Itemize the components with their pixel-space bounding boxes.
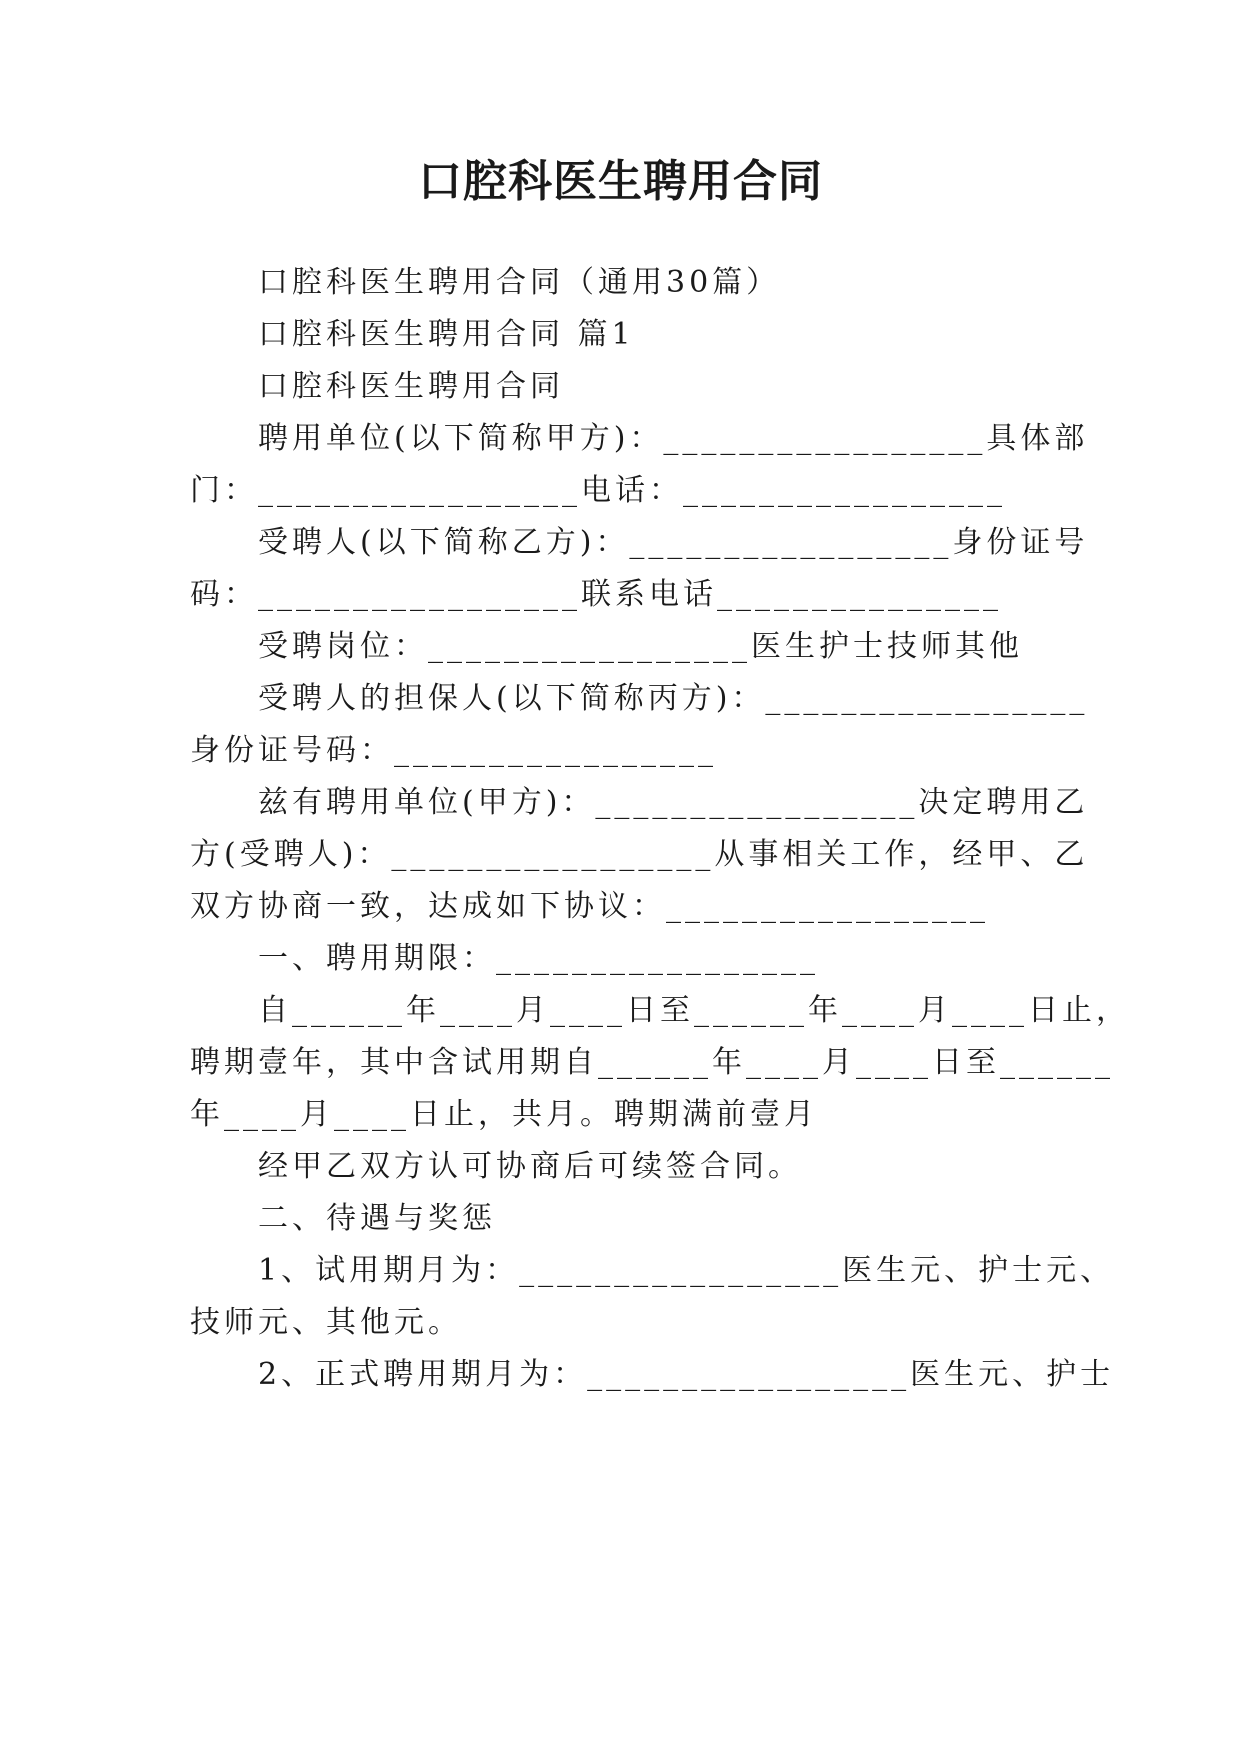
term-heading: 一、聘用期限：_________________ — [258, 941, 819, 976]
agreement-line-3: 双方协商一致，达成如下协议：_________________ — [190, 889, 989, 924]
employee-line: 受聘人(以下简称乙方)：_________________身份证号 — [258, 525, 1089, 560]
agreement-line-2: 方(受聘人)：_________________从事相关工作，经甲、乙 — [190, 837, 1089, 872]
id-contact-line: 码：_________________联系电话_______________ — [190, 577, 1002, 612]
subtitle-line: 口腔科医生聘用合同（通用30篇） — [258, 265, 781, 300]
department-phone-line: 门：_________________电话：_________________ — [190, 473, 1006, 508]
guarantor-id-line: 身份证号码：_________________ — [190, 733, 717, 768]
guarantor-line: 受聘人的担保人(以下简称丙方)：_________________ — [258, 681, 1089, 716]
formal-pay-line: 2、正式聘用期月为：_________________医生元、护士 — [258, 1357, 1115, 1392]
employer-line: 聘用单位(以下简称甲方)：_________________具体部 — [258, 421, 1089, 456]
document-title: 口腔科医生聘用合同 — [418, 156, 823, 207]
probation-pay-line-2: 技师元、其他元。 — [190, 1305, 462, 1340]
probation-pay-line-1: 1、试用期月为：_________________医生元、护士元、 — [258, 1253, 1115, 1288]
term-line-1: 自______年____月____日至______年____月____日止， — [258, 993, 1130, 1028]
agreement-line-1: 兹有聘用单位(甲方)：_________________决定聘用乙 — [258, 785, 1089, 820]
contract-name-line: 口腔科医生聘用合同 — [258, 369, 564, 404]
term-line-3: 年____月____日止，共月。聘期满前壹月 — [190, 1097, 818, 1132]
position-line: 受聘岗位：_________________医生护士技师其他 — [258, 629, 1023, 664]
section-heading: 口腔科医生聘用合同 篇1 — [258, 317, 635, 352]
term-line-2: 聘期壹年，其中含试用期自______年____月____日至______ — [190, 1045, 1114, 1080]
compensation-heading: 二、待遇与奖惩 — [258, 1201, 496, 1236]
renewal-line: 经甲乙双方认可协商后可续签合同。 — [258, 1149, 802, 1184]
